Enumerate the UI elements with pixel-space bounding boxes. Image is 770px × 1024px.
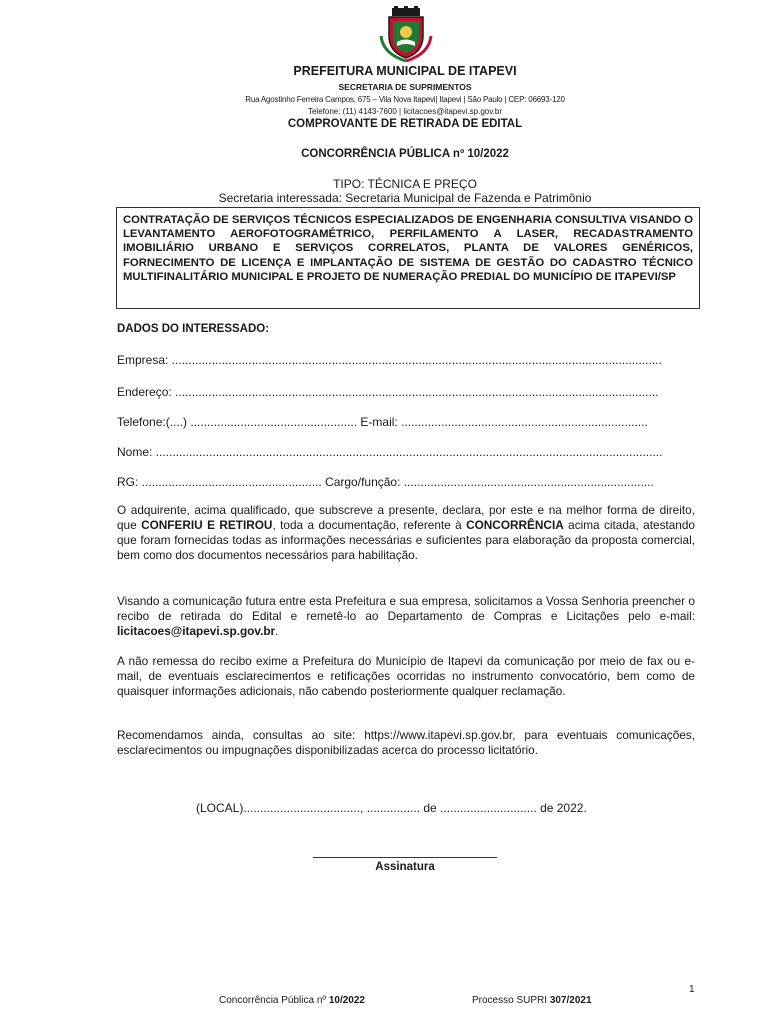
object-description-box: CONTRATAÇÃO DE SERVIÇOS TÉCNICOS ESPECIALIZADOS DE ENGENHARIA CONSULTIVA VISANDO O LEVANTAMENTO AEROFOTOGRAMÉTRICO, PERFILAMENTO A LASER, RECADASTRAMENTO IMOBILIÁRIO URBANO E SERVIÇOS CORRELATOS, PLANTA DE VALORES GENÉRICOS, FORNECIMENTO DE LICENÇA E IMPLANTAÇÃO DE SISTEMA DE GESTÃO DO CADASTRO TÉCNICO MULTIFINALITÁRIO MUNICIPAL E PROJETO DE NUMERAÇÃO PREDIAL DO MUNICÍPIO DE ITAPEVI/SP bbox=[116, 207, 700, 309]
concorrencia-number: CONCORRÊNCIA PÚBLICA nº 10/2022 bbox=[301, 148, 509, 160]
address-line: Rua Agostinho Ferreira Campos, 675 – Vila Nova Itapevi| Itapevi | São Paulo | CEP: 06693-120 bbox=[245, 95, 565, 104]
department-name: SECRETARIA DE SUPRIMENTOS bbox=[338, 82, 472, 92]
telefone-email-row bbox=[117, 415, 695, 429]
cargo-field[interactable]: Cargo/função: ........................................................................... bbox=[325, 475, 654, 489]
email-field[interactable]: E-mail: .......................................................................... bbox=[360, 415, 648, 429]
non-submission-paragraph: A não remessa do recibo exime a Prefeitura do Município de Itapevi da comunicação por meio de fax ou e-mail, de eventuais esclarecimentos e retificações ocorridas no instrumento convocatório, bem como de quaisquer informações adicionais, não cabendo posteriormente qualquer reclamação. bbox=[117, 654, 695, 698]
rg-cargo-row bbox=[117, 475, 695, 489]
signature-line[interactable] bbox=[313, 857, 497, 858]
municipal-coat-of-arms-icon bbox=[379, 6, 433, 62]
email-link[interactable]: licitacoes@itapevi.sp.gov.br bbox=[117, 624, 276, 638]
rg-field[interactable]: RG: ...................................................... bbox=[117, 475, 322, 489]
endereco-field[interactable]: Endereço: ................................................................................................................................................. bbox=[117, 385, 659, 399]
footer-processo: Processo SUPRI 307/2021 bbox=[472, 995, 592, 1006]
signature-label: Assinatura bbox=[375, 861, 435, 873]
recommendation-paragraph: Recomendamos ainda, consultas ao site: https://www.itapevi.sp.gov.br, para eventuais comunicações, esclarecimentos ou impugnações disponibilizadas acerca do processo licitatório. bbox=[117, 728, 695, 757]
contact-line: Telefone: (11) 4143-7600 | licitacoes@itapevi.sp.gov.br bbox=[307, 107, 502, 116]
telefone-field[interactable]: Telefone:(....) .................................................. bbox=[117, 415, 358, 429]
empresa-field[interactable]: Empresa: ................................................................................................................................................... bbox=[117, 353, 662, 367]
declaration-paragraph: O adquirente, acima qualificado, que subscreve a presente, declara, por este e na melhor forma de direito, que CONFERIU E RETIROU, toda a documentação, referente à CONCORRÊNCIA acima citada, atestando que foram fornecidas todas as informações necessárias e suficientes para elaboração da proposta comercial, bem como dos documentos necessários para habilitação. bbox=[117, 503, 695, 562]
local-date-line[interactable]: (LOCAL)..................................., ................ de ............................. de 2022. bbox=[196, 801, 587, 815]
communication-paragraph: Visando a comunicação futura entre esta Prefeitura e sua empresa, solicitamos a Vossa Senhoria preencher o recibo de retirada do Edital e remetê-lo ao Departamento de Compras e Licitações pelo e-mail: licitacoes@itapevi.sp.gov.br. bbox=[117, 594, 695, 638]
footer-concorrencia: Concorrência Pública nº 10/2022 bbox=[219, 995, 365, 1006]
document-title: COMPROVANTE DE RETIRADA DE EDITAL bbox=[287, 118, 523, 130]
form-heading: DADOS DO INTERESSADO: bbox=[117, 323, 270, 335]
interested-secretariat: Secretaria interessada: Secretaria Municipal de Fazenda e Patrimônio bbox=[218, 191, 592, 205]
institution-title: PREFEITURA MUNICIPAL DE ITAPEVI bbox=[293, 64, 517, 78]
tender-type: TIPO: TÉCNICA E PREÇO bbox=[333, 177, 477, 191]
page-number: 1 bbox=[689, 984, 695, 995]
nome-field[interactable]: Nome: ........................................................................................................................................................ bbox=[117, 445, 663, 459]
